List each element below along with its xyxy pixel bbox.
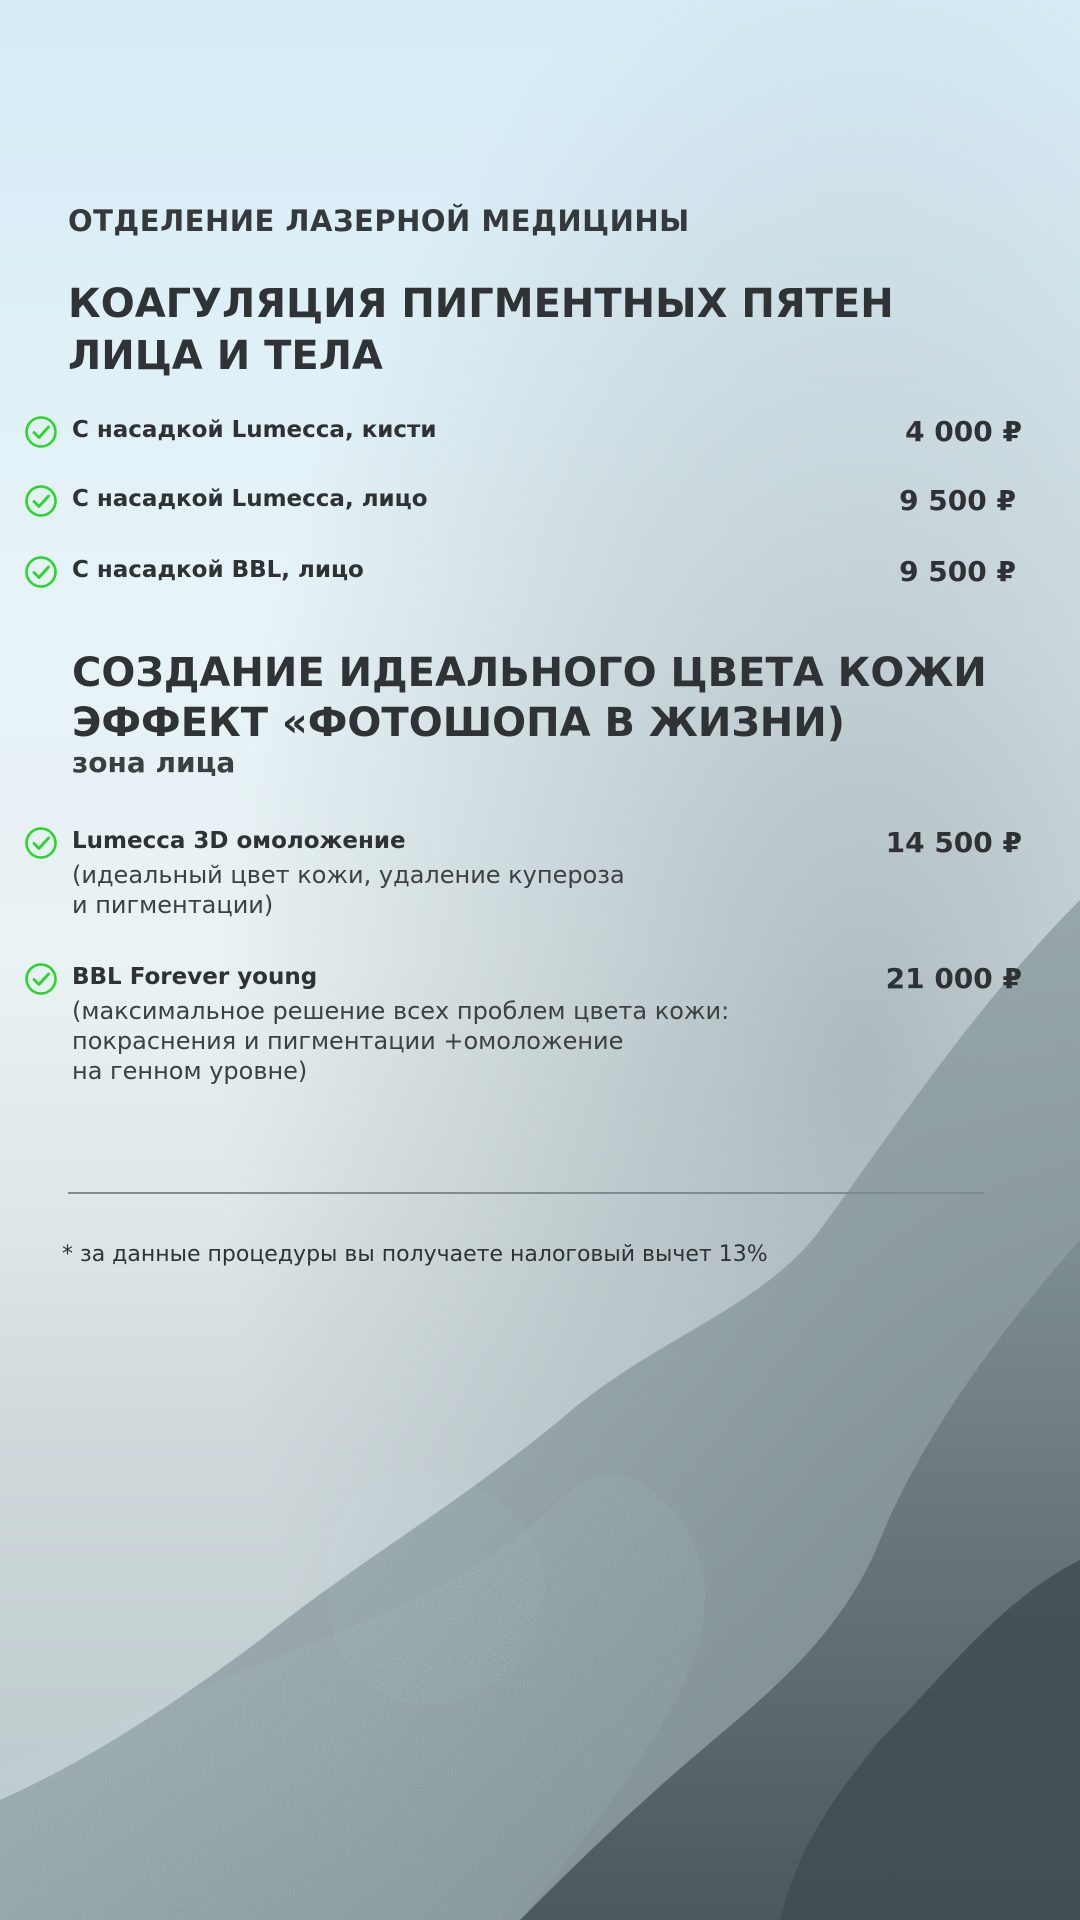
department-title: ОТДЕЛЕНИЕ ЛАЗЕРНОЙ МЕДИЦИНЫ	[68, 204, 690, 238]
item-description: (максимальное решение всех проблем цвета кожи: покраснения и пигментации +омоложение на генном уровне)	[72, 997, 730, 1085]
section-title-skin-tone: СОЗДАНИЕ ИДЕАЛЬНОГО ЦВЕТА КОЖИ ЭФФЕКТ «ФОТОШОПА В ЖИЗНИ)	[72, 650, 987, 746]
item-label: С насадкой BBL, лицо	[72, 557, 364, 583]
item-price: 21 000 ₽	[885, 962, 1022, 995]
check-circle-icon	[24, 962, 58, 996]
item-label: С насадкой Lumecca, кисти	[72, 417, 437, 443]
item-description: (идеальный цвет кожи, удаление купероза и пигментации)	[72, 861, 625, 919]
item-price: 4 000 ₽	[905, 415, 1022, 448]
section-title-coagulation: КОАГУЛЯЦИЯ ПИГМЕНТНЫХ ПЯТЕН ЛИЦА И ТЕЛА	[68, 281, 894, 379]
item-label: С насадкой Lumecca, лицо	[72, 486, 428, 512]
check-circle-icon	[24, 826, 58, 860]
section-subtitle: зона лица	[72, 746, 236, 779]
divider	[68, 1192, 984, 1194]
item-price: 9 500 ₽	[899, 484, 1016, 517]
item-label: BBL Forever young	[72, 964, 318, 990]
check-circle-icon	[24, 484, 58, 518]
item-price: 14 500 ₽	[885, 826, 1022, 859]
item-price: 9 500 ₽	[899, 555, 1016, 588]
check-circle-icon	[24, 415, 58, 449]
footnote-tax-deduction: * за данные процедуры вы получаете налоговый вычет 13%	[62, 1242, 768, 1267]
check-circle-icon	[24, 555, 58, 589]
item-label: Lumecca 3D омоложение	[72, 828, 406, 854]
